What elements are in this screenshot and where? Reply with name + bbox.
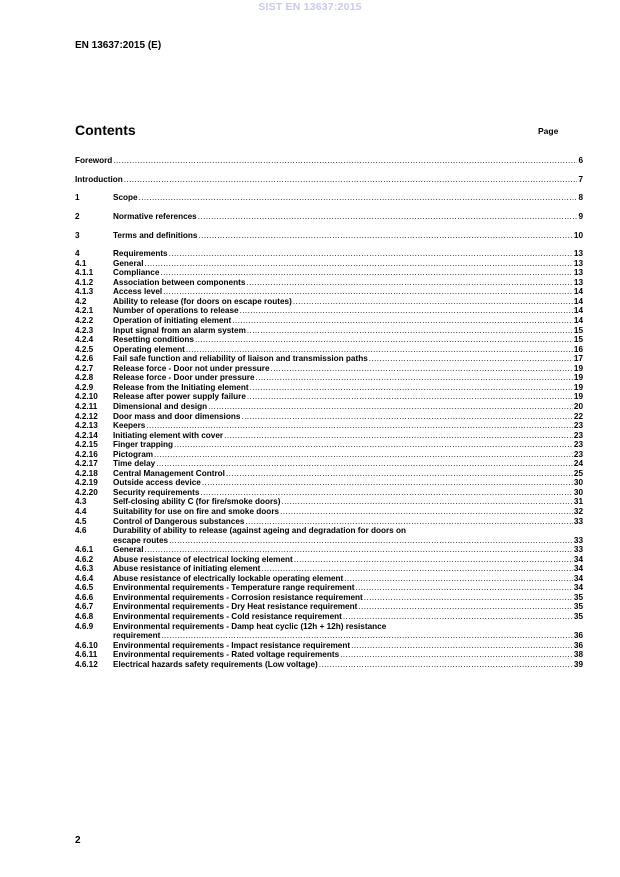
toc-entry-title: Access level: [113, 287, 163, 297]
dot-leader: [343, 612, 573, 622]
toc-entry-page: 13: [573, 258, 583, 268]
toc-entry-number: 1: [75, 193, 80, 203]
dot-leader: [280, 507, 573, 517]
dot-leader: [202, 478, 573, 488]
toc-entry[interactable]: [75, 156, 583, 166]
toc-entry-number: 4.1.2: [75, 277, 94, 287]
dot-leader: [271, 364, 573, 374]
toc-entry-number: 4.6.11: [75, 650, 98, 660]
toc-entry[interactable]: [75, 259, 583, 269]
toc-entry-title: Outside access device: [113, 478, 201, 488]
toc-entry-number: 4.1: [75, 258, 87, 268]
dot-leader: [247, 326, 573, 336]
dot-leader: [224, 431, 573, 441]
toc-entry[interactable]: [75, 392, 583, 402]
toc-entry-title: Control of Dangerous substances: [113, 516, 245, 526]
toc-entry-page: 23: [573, 421, 583, 431]
toc-entry-title: Foreword: [75, 156, 113, 165]
toc-entry-number: 4.6.6: [75, 592, 94, 602]
dot-leader: [240, 306, 573, 316]
dot-leader: [226, 469, 573, 479]
toc-entry-page: 19: [573, 382, 583, 392]
page-column-label: Page: [538, 126, 559, 136]
dot-leader: [351, 641, 573, 651]
toc-entry-number: 4.1.1: [75, 268, 94, 278]
toc-entry[interactable]: [75, 335, 583, 345]
toc-entry-page: 14: [573, 306, 583, 316]
toc-entry-number: 4.6: [75, 526, 87, 536]
toc-entry-page: 39: [573, 659, 583, 669]
toc-entry[interactable]: [75, 660, 583, 670]
toc-entry-title: Finger trapping: [113, 440, 174, 450]
toc-entry-number: 4.2.9: [75, 382, 94, 392]
toc-entry-title: Number of operations to release: [113, 306, 239, 316]
toc-entry-number: 4.2.2: [75, 316, 94, 326]
toc-entry-title: Electrical hazards safety requirements (Low voltage): [113, 659, 318, 669]
toc-entry-title: Terms and definitions: [113, 230, 198, 240]
dot-leader: [247, 392, 573, 402]
watermark: SIST EN 13637:2015: [258, 1, 362, 13]
toc-entry[interactable]: [75, 555, 583, 565]
toc-entry-number: 4.6.4: [75, 573, 94, 583]
toc-entry[interactable]: [75, 488, 583, 498]
dot-leader: [281, 497, 572, 507]
toc-entry-title: Fail safe function and reliability of liaison and transmission paths: [113, 354, 368, 364]
toc-entry[interactable]: [75, 641, 583, 651]
toc-entry-page: 36: [573, 631, 583, 641]
toc-entry-page: 14: [573, 296, 583, 306]
toc-entry-title: Requirements: [113, 249, 168, 259]
toc-entry[interactable]: [75, 564, 583, 574]
dot-leader: [169, 536, 573, 546]
toc-entry[interactable]: [75, 459, 583, 469]
toc-entry-page: 33: [573, 545, 583, 555]
dot-leader: [256, 373, 573, 383]
toc-entry[interactable]: [75, 364, 583, 374]
toc-entry[interactable]: [75, 507, 583, 517]
toc-entry-page: 9: [578, 211, 583, 221]
toc-entry-number: 4.2.14: [75, 430, 98, 440]
dot-leader: [369, 354, 573, 364]
toc-entry[interactable]: [75, 450, 583, 460]
toc-entry-page: 19: [573, 373, 583, 383]
toc-entry-number: 4: [75, 249, 80, 259]
dot-leader: [195, 335, 573, 345]
toc-entry-title: Release force - Door not under pressure: [113, 363, 270, 373]
dot-leader: [232, 316, 573, 326]
toc-entry-page: 34: [573, 564, 583, 574]
toc-entry[interactable]: [75, 316, 583, 326]
toc-entry-page: 30: [573, 478, 583, 488]
toc-entry-title: Self-closing ability C (for fire/smoke doors): [113, 497, 281, 507]
toc-entry[interactable]: [75, 306, 583, 316]
toc-entry-page: 24: [573, 459, 583, 469]
toc-entry-number: 4.6.10: [75, 640, 98, 650]
toc-entry-page: 23: [573, 440, 583, 450]
toc-entry[interactable]: [75, 478, 583, 488]
toc-entry[interactable]: [75, 231, 583, 241]
toc-entry-title: Environmental requirements - Cold resistance requirement: [113, 611, 342, 621]
dot-leader: [294, 555, 573, 565]
toc-entry[interactable]: [75, 622, 583, 641]
dot-leader: [344, 574, 573, 584]
toc-entry-page: 23: [573, 449, 583, 459]
toc-entry-title: General: [113, 258, 144, 268]
toc-entry-number: 4.6.8: [75, 611, 94, 621]
toc-entry-title: Abuse resistance of electrical locking element: [113, 554, 293, 564]
dot-leader: [145, 545, 573, 555]
toc-entry-page: 7: [578, 174, 583, 184]
toc-entry-title: Scope: [113, 193, 138, 203]
toc-entry[interactable]: [75, 268, 583, 278]
dot-leader: [245, 517, 572, 527]
toc-entry-page: 19: [573, 392, 583, 402]
dot-leader: [163, 287, 573, 297]
toc-entry-title: Environmental requirements - Rated voltage requirements: [113, 650, 340, 660]
toc-entry[interactable]: [75, 612, 583, 622]
toc-entry-number: 4.2: [75, 296, 87, 306]
toc-entry-page: 6: [578, 156, 583, 165]
toc-entry-title: Environmental requirements - Impact resistance requirement: [113, 640, 351, 650]
toc-entry[interactable]: [75, 278, 583, 288]
toc-entry[interactable]: [75, 297, 583, 307]
toc-entry-number: 4.6.3: [75, 564, 94, 574]
toc-entry[interactable]: [75, 193, 583, 203]
toc-entry-page: 10: [573, 230, 583, 240]
toc-entry-page: 13: [573, 268, 583, 278]
dot-leader: [160, 268, 572, 278]
toc-entry-title: Release from the Initiating element: [113, 382, 249, 392]
dot-leader: [208, 402, 573, 412]
toc-entry[interactable]: [75, 421, 583, 431]
toc-entry-title: Keepers: [113, 421, 146, 431]
toc-entry-title: Dimensional and design: [113, 401, 208, 411]
toc-entry[interactable]: [75, 212, 583, 222]
dot-leader: [246, 278, 573, 288]
toc-entry[interactable]: [75, 440, 583, 450]
toc-entry[interactable]: [75, 354, 583, 364]
toc-entry[interactable]: [75, 545, 583, 555]
toc-entry-number: 4.6.5: [75, 583, 94, 593]
toc-entry-page: 8: [578, 193, 583, 203]
dot-leader: [198, 231, 572, 241]
toc-entry-page: 34: [573, 583, 583, 593]
toc-entry-number: 4.2.4: [75, 335, 94, 345]
dot-leader: [241, 412, 573, 422]
dot-leader: [139, 193, 578, 203]
dot-leader: [200, 488, 572, 498]
toc-entry-number: 4.4: [75, 506, 87, 516]
toc-entry-title: General: [113, 545, 144, 555]
toc-entry-page: 15: [573, 325, 583, 335]
dot-leader: [146, 421, 573, 431]
toc-entry-title: Resetting conditions: [113, 335, 194, 345]
toc-entry-page: 30: [573, 487, 583, 497]
toc-entry-number: 4.2.5: [75, 344, 94, 354]
toc-entry-number: 4.2.12: [75, 411, 98, 421]
toc-entry-number: 4.5: [75, 516, 87, 526]
dot-leader: [340, 650, 573, 660]
toc-entry-title: Security requirements: [113, 487, 200, 497]
dot-leader: [124, 175, 578, 185]
toc-entry-page: 34: [573, 554, 583, 564]
dot-leader: [113, 156, 577, 166]
toc-entry-number: 4.2.3: [75, 325, 94, 335]
toc-entry-title: escape routes: [113, 535, 169, 545]
toc-entry-page: 22: [573, 411, 583, 421]
toc-entry[interactable]: [75, 593, 583, 603]
dot-leader: [161, 631, 573, 641]
toc-entry-number: 4.6.9: [75, 621, 94, 631]
toc-entry-page: 33: [573, 535, 583, 545]
toc-entry-title: Pictogram: [113, 449, 154, 459]
toc-entry-number: 4.2.11: [75, 401, 98, 411]
toc-entry-number: 4.2.8: [75, 373, 94, 383]
toc-entry[interactable]: [75, 326, 583, 336]
dot-leader: [156, 459, 573, 469]
toc-entry-title: Suitability for use on fire and smoke doors: [113, 506, 280, 516]
dot-leader: [169, 249, 573, 259]
toc-entry-page: 31: [573, 497, 583, 507]
toc-entry-page: 35: [573, 592, 583, 602]
toc-entry-title: Operating element: [113, 344, 185, 354]
toc-entry[interactable]: [75, 583, 583, 593]
dot-leader: [250, 383, 573, 393]
toc-entry-title: Compliance: [113, 268, 160, 278]
toc-entry-title: Release force - Door under pressure: [113, 373, 255, 383]
dot-leader: [261, 564, 572, 574]
toc-entry-page: 15: [573, 335, 583, 345]
dot-leader: [355, 583, 572, 593]
toc-entry[interactable]: [75, 402, 583, 412]
toc-entry-title: Environmental requirements - Temperature range requirement: [113, 583, 355, 593]
toc-entry-page: 14: [573, 316, 583, 326]
toc-entry-title: Time delay: [113, 459, 156, 469]
toc-entry-title: Environmental requirements - Corrosion resistance requirement: [113, 592, 363, 602]
toc-entry-number: 4.6.2: [75, 554, 94, 564]
toc-entry-number: 4.2.20: [75, 487, 98, 497]
toc-entry[interactable]: [75, 373, 583, 383]
dot-leader: [186, 345, 573, 355]
toc-entry-number: 4.2.18: [75, 468, 98, 478]
toc-entry[interactable]: [75, 497, 583, 507]
toc-entry-title: Environmental requirements - Dry Heat resistance requirement: [113, 602, 358, 612]
toc-entry-title: Initiating element with cover: [113, 430, 224, 440]
toc-entry-number: 4.2.7: [75, 363, 94, 373]
toc-entry-title: Durability of ability to release (against ageing and degradation for doors on: [113, 526, 406, 536]
toc-entry-title: Association between components: [113, 277, 246, 287]
toc-entry-number: 4.2.6: [75, 354, 94, 364]
dot-leader: [319, 660, 573, 670]
dot-leader: [358, 602, 573, 612]
toc-entry-number: 3: [75, 230, 80, 240]
toc-entry-title: Release after power supply failure: [113, 392, 246, 402]
toc-entry-title: Door mass and door dimensions: [113, 411, 241, 421]
toc-entry-number: 4.1.3: [75, 287, 94, 297]
toc-entry-title: Ability to release (for doors on escape routes): [113, 296, 292, 306]
toc-entry-title: Normative references: [113, 211, 197, 221]
toc-entry[interactable]: [75, 517, 583, 527]
page-number: 2: [75, 835, 81, 846]
toc-entry[interactable]: [75, 650, 583, 660]
toc-entry-number: 4.3: [75, 497, 87, 507]
toc-entry-page: 23: [573, 430, 583, 440]
toc-entry[interactable]: [75, 431, 583, 441]
toc-entry-title: Operation of initiating element: [113, 316, 232, 326]
toc-entry-page: 14: [573, 287, 583, 297]
toc-entry-number: 4.2.19: [75, 478, 98, 488]
toc-entry-number: 2: [75, 211, 80, 221]
toc-entry[interactable]: [75, 287, 583, 297]
dot-leader: [145, 259, 573, 269]
toc-entry-page: 13: [573, 277, 583, 287]
toc-entry-number: 4.2.13: [75, 421, 98, 431]
toc-entry-title: Introduction: [75, 174, 123, 184]
toc-entry-number: 4.2.17: [75, 459, 98, 469]
toc-entry-number: 4.6.7: [75, 602, 94, 612]
table-of-contents: [75, 156, 583, 669]
toc-entry[interactable]: [75, 383, 583, 393]
toc-entry-number: 4.6.1: [75, 545, 94, 555]
toc-entry-title: Abuse resistance of initiating element: [113, 564, 261, 574]
toc-entry-page: 34: [573, 573, 583, 583]
toc-entry-title: Abuse resistance of electrically lockable operating element: [113, 573, 344, 583]
toc-entry[interactable]: [75, 526, 583, 545]
toc-entry[interactable]: [75, 602, 583, 612]
dot-leader: [154, 450, 573, 460]
toc-entry-page: 36: [573, 640, 583, 650]
toc-entry[interactable]: [75, 469, 583, 479]
toc-entry-page: 19: [573, 363, 583, 373]
toc-entry-page: 38: [573, 650, 583, 660]
toc-entry-title: requirement: [113, 631, 161, 641]
toc-entry-page: 33: [573, 516, 583, 526]
toc-entry-number: 4.6.12: [75, 659, 98, 669]
toc-entry-page: 13: [573, 249, 583, 259]
dot-leader: [364, 593, 573, 603]
toc-entry-title: Input signal from an alarm system: [113, 325, 246, 335]
toc-entry-page: 35: [573, 611, 583, 621]
toc-entry-number: 4.2.16: [75, 449, 98, 459]
toc-entry[interactable]: [75, 574, 583, 584]
toc-entry[interactable]: [75, 249, 583, 259]
toc-entry-page: 16: [573, 344, 583, 354]
toc-entry-page: 17: [573, 354, 583, 364]
dot-leader: [198, 212, 578, 222]
toc-entry-page: 32: [573, 506, 583, 516]
dot-leader: [293, 297, 573, 307]
toc-entry-page: 20: [573, 401, 583, 411]
toc-entry-title: Environmental requirements - Damp heat cyclic (12h + 12h) resistance: [113, 621, 387, 631]
contents-title: Contents: [75, 122, 136, 138]
toc-entry[interactable]: [75, 345, 583, 355]
toc-entry-number: 4.2.1: [75, 306, 94, 316]
toc-entry[interactable]: [75, 175, 583, 185]
toc-entry-page: 35: [573, 602, 583, 612]
toc-entry-page: 25: [573, 468, 583, 478]
document-id: EN 13637:2015 (E): [75, 40, 162, 51]
toc-entry-number: 4.2.15: [75, 440, 98, 450]
toc-entry-number: 4.2.10: [75, 392, 98, 402]
dot-leader: [174, 440, 573, 450]
toc-entry[interactable]: [75, 412, 583, 422]
toc-entry-title: Central Management Control: [113, 468, 225, 478]
